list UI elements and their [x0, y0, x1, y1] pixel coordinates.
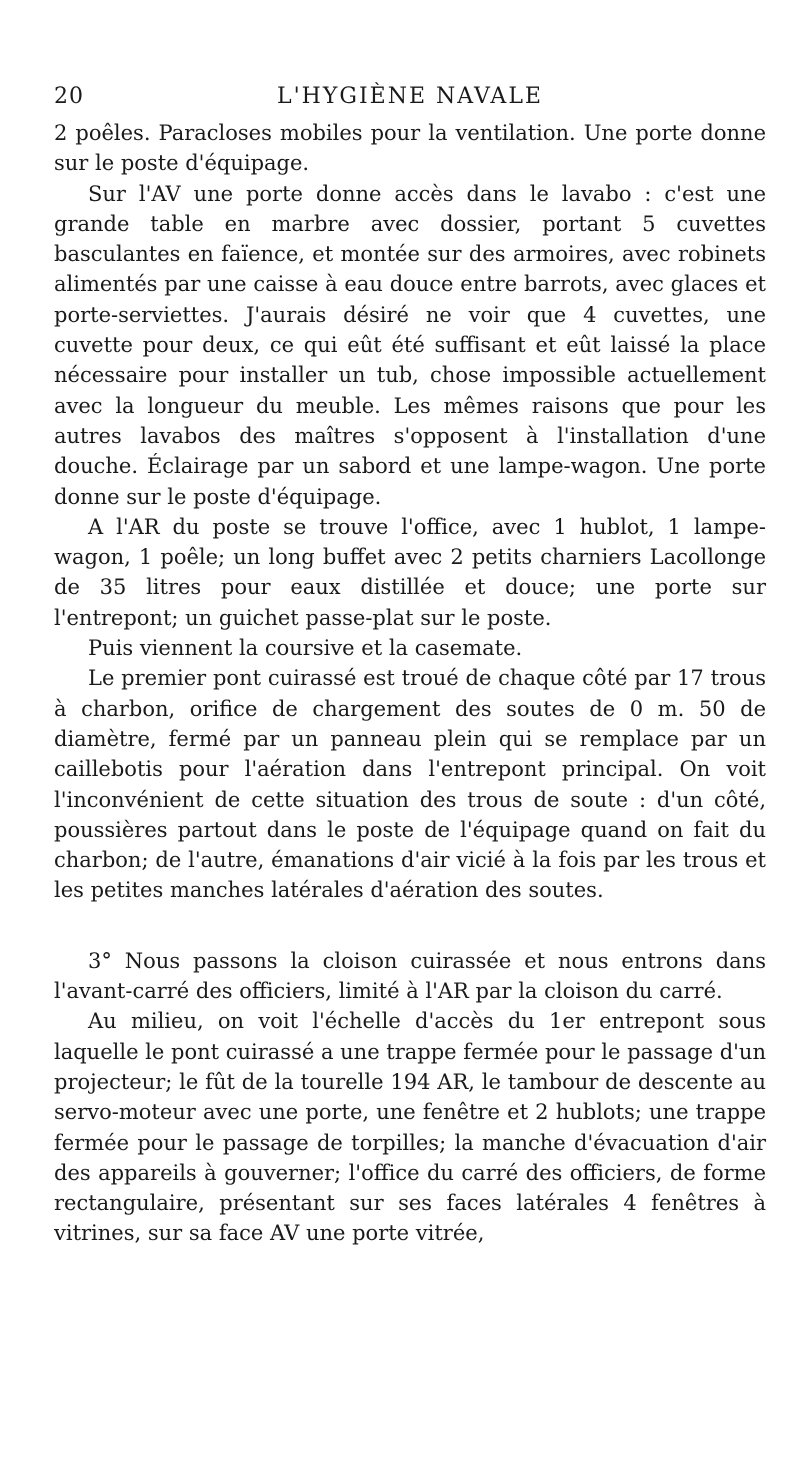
paragraph-continued: 2 poêles. Paracloses mobiles pour la ventilation. Une porte donne sur le poste d'équipage. [54, 121, 766, 176]
paragraph-lavabo: Sur l'AV une porte donne accès dans le lavabo : c'est une grande table en marbre avec dossier, portant 5 cuvettes basculantes en faïence, et montée sur des armoires, avec robinets alimentés par une caisse à eau douce entre barrots, avec glaces et porte-serviettes. J'aurais désiré ne voir que 4 cuvettes, une cuvette pour deux, ce qui eût été suffisant et eût laissé la place nécessaire pour installer un tub, chose impossible actuellement avec la longueur du meuble. Les mêmes raisons que pour les autres lavabos des maîtres s'opposent à l'installation d'une douche. Éclairage par un sabord et une lampe-wagon. Une porte donne sur le poste d'équipage. [54, 181, 766, 509]
paragraph-milieu: Au milieu, on voit l'échelle d'accès du 1er entrepont sous laquelle le pont cuirassé a une trappe fermée pour le passage d'un projecteur; le fût de la tourelle 194 AR, le tambour de descente au servo-moteur avec une porte, une fenêtre et 2 hublots; une trappe fermée pour le passage de torpilles; la manche d'évacuation d'air des appareils à gouverner; l'office du carré des officiers, de forme rectangulaire, présentant sur ses faces latérales 4 fenêtres à vitrines, sur sa face AV une porte vitrée, [54, 1009, 766, 1246]
page-header [54, 78, 766, 118]
book-page [54, 78, 766, 1249]
paragraph-section-3: 3° Nous passons la cloison cuirassée et nous entrons dans l'avant-carré des officiers, limité à l'AR par la cloison du carré. [54, 948, 766, 1004]
page-number: 20 [54, 84, 84, 109]
paragraph-trous-charbon: Le premier pont cuirassé est troué de chaque côté par 17 trous à charbon, orifice de chargement des soutes de 0 m. 50 de diamètre, fermé par un panneau plein qui se remplace par un caillebotis pour l'aération dans l'entrepont principal. On voit l'inconvénient de cette situation des trous de soute : d'un côté, poussières partout dans le poste de l'équipage quand on fait du charbon; de l'autre, émanations d'air vicié à la fois par les trous et les petites manches latérales d'aération des soutes. [54, 666, 766, 903]
paragraph-coursive: Puis viennent la coursive et la casemate. [88, 636, 523, 661]
running-title: L'HYGIÈNE NAVALE [277, 84, 543, 109]
body-text [54, 118, 766, 1249]
paragraph-office: A l'AR du poste se trouve l'office, avec 1 hublot, 1 lampe-wagon, 1 poêle; un long buffet avec 2 petits charniers Lacollonge de 35 litres pour eaux distillée et douce; une porte sur l'entrepont; un guichet passe-plat sur le poste. [54, 514, 766, 630]
section-gap [54, 906, 766, 946]
